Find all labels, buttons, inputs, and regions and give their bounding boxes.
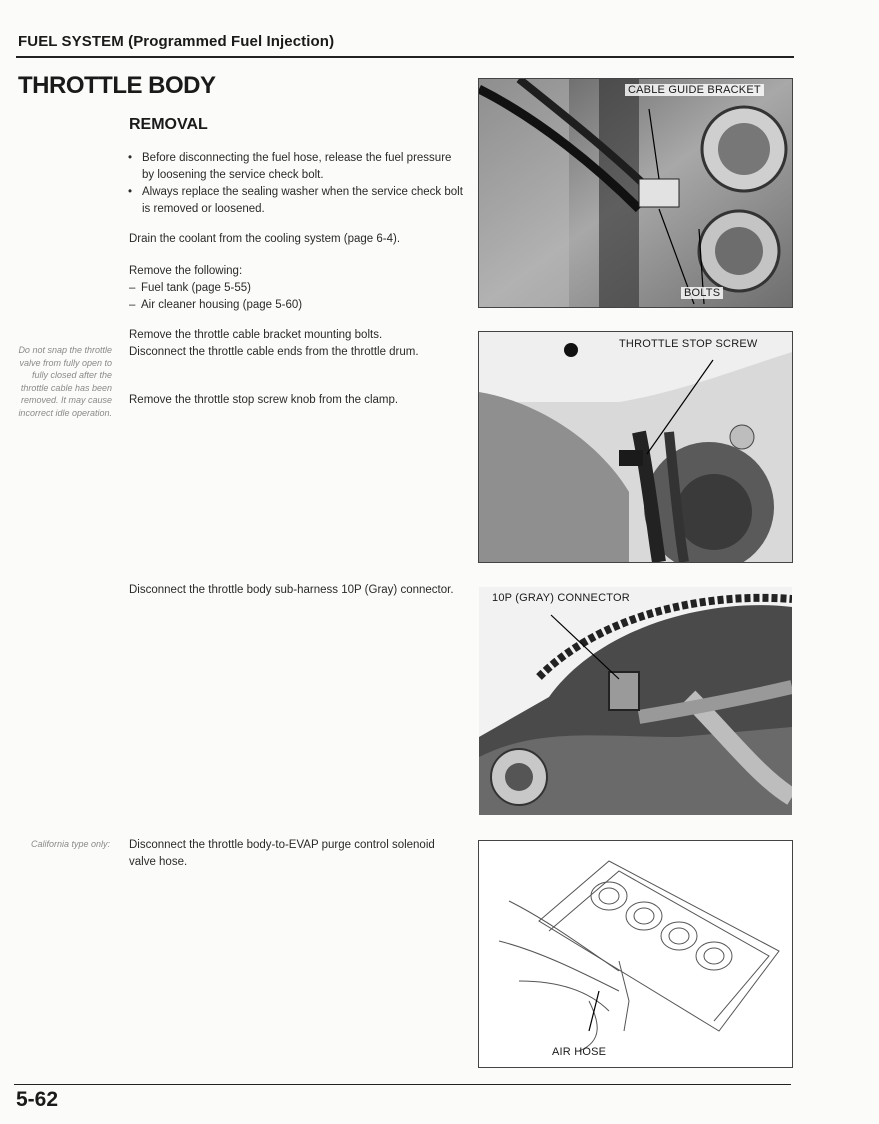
remove-list-item: – Air cleaner housing (page 5-60) <box>129 297 465 314</box>
remove-list-item: – Fuel tank (page 5-55) <box>129 280 465 297</box>
step-throttle-cable: Disconnect the throttle cable ends from the throttle drum. <box>129 346 419 358</box>
footer-rule <box>14 1084 791 1085</box>
page-title: THROTTLE BODY <box>18 72 216 99</box>
label-10p-connector: 10P (GRAY) CONNECTOR <box>492 592 630 604</box>
removal-heading: REMOVAL <box>129 116 208 133</box>
photo-connector <box>479 587 792 815</box>
step-stop-screw-knob: Remove the throttle stop screw knob from the clamp. <box>129 394 399 406</box>
photo-throttle-stop <box>479 332 792 562</box>
remove-following-block <box>129 263 465 314</box>
throttle-caution-note: Do not snap the throttle valve from fully open to fully closed after the throttle cable has been removed. It may cause incorrect idle operation. <box>18 345 112 418</box>
remove-intro: Remove the following: <box>129 265 243 277</box>
line-drawing-air-hose <box>479 841 792 1067</box>
caution-bullets <box>128 150 464 218</box>
step-bracket-bolts: Remove the throttle cable bracket mounting bolts. <box>129 329 383 341</box>
bullet-item: • Before disconnecting the fuel hose, release the fuel pressure by loosening the service check bolt. <box>128 150 464 184</box>
figure-throttle-stop-screw <box>478 331 793 563</box>
label-bolts: BOLTS <box>681 287 723 299</box>
figure-air-hose <box>478 840 793 1068</box>
header-rule <box>16 56 794 58</box>
page-number: 5-62 <box>16 1088 59 1111</box>
photo-cable-bracket <box>479 79 792 307</box>
label-throttle-stop-screw: THROTTLE STOP SCREW <box>619 338 758 350</box>
remove-list <box>129 280 465 314</box>
california-note: California type only: <box>30 839 110 849</box>
drain-coolant-text: Drain the coolant from the cooling system (page 6-4). <box>129 233 401 245</box>
bullet-item: • Always replace the sealing washer when the service check bolt is removed or loosened. <box>128 184 464 218</box>
step-connector: Disconnect the throttle body sub-harness 10P (Gray) connector. <box>129 584 454 596</box>
label-air-hose: AIR HOSE <box>552 1046 607 1058</box>
label-cable-guide-bracket: CABLE GUIDE BRACKET <box>625 84 764 96</box>
section-header: FUEL SYSTEM (Programmed Fuel Injection) <box>18 33 335 50</box>
figure-10p-connector <box>478 586 793 816</box>
step-evap-hose: Disconnect the throttle body-to-EVAP purge control solenoid valve hose. <box>129 839 435 868</box>
figure-cable-guide-bracket <box>478 78 793 308</box>
